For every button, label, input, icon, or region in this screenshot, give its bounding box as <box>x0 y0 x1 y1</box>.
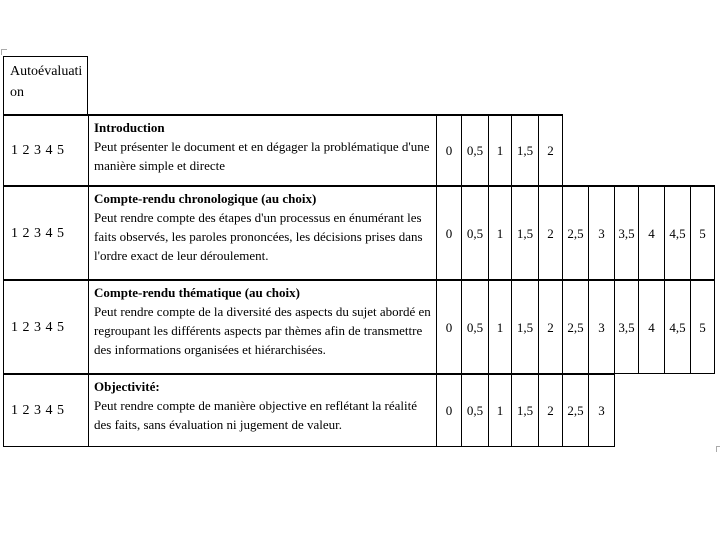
score-option[interactable]: 2 <box>538 279 563 374</box>
score-option[interactable]: 3,5 <box>614 185 639 280</box>
corner-mark <box>1 49 7 55</box>
score-option[interactable]: 1 <box>488 185 512 280</box>
criterion-title: Objectivité: <box>94 379 160 394</box>
score-option[interactable]: 0,5 <box>461 185 489 280</box>
score-option[interactable]: 0 <box>436 185 462 280</box>
score-option[interactable]: 0,5 <box>461 114 489 186</box>
criterion-description: Peut rendre compte de manière objective en reflétant la réalité des faits, sans évaluation ni jugement de valeur. <box>94 398 418 432</box>
score-option[interactable]: 4,5 <box>664 185 691 280</box>
criterion-cell <box>88 114 437 186</box>
score-option[interactable]: 1 <box>488 114 512 186</box>
score-option[interactable]: 1 <box>488 373 512 447</box>
criterion-cell <box>88 279 437 374</box>
score-option[interactable]: 2 <box>538 114 563 186</box>
score-option[interactable]: 5 <box>690 279 715 374</box>
score-option[interactable]: 3 <box>588 279 615 374</box>
self-assessment-scale: 1 2 3 4 5 <box>3 185 89 280</box>
score-option[interactable]: 0 <box>436 373 462 447</box>
score-option[interactable]: 0 <box>436 279 462 374</box>
criterion-title: Compte-rendu chronologique (au choix) <box>94 191 317 206</box>
score-option[interactable]: 5 <box>690 185 715 280</box>
criterion-description: Peut rendre compte de la diversité des aspects du sujet abordé en regroupant les différents aspects par thèmes afin de transmettre des informations organisées et hiérarchisées. <box>94 304 431 357</box>
score-option[interactable]: 3,5 <box>614 279 639 374</box>
score-option[interactable]: 0,5 <box>461 279 489 374</box>
score-option[interactable]: 1,5 <box>511 373 539 447</box>
criterion-cell <box>88 373 437 447</box>
score-option[interactable]: 4 <box>638 279 665 374</box>
score-option[interactable]: 2 <box>538 373 563 447</box>
score-option[interactable]: 2,5 <box>562 185 589 280</box>
criterion-description: Peut présenter le document et en dégager la problématique d'une manière simple et directe <box>94 139 430 173</box>
self-assessment-scale: 1 2 3 4 5 <box>3 373 89 447</box>
score-option[interactable]: 4 <box>638 185 665 280</box>
score-option[interactable]: 2 <box>538 185 563 280</box>
score-option[interactable]: 1,5 <box>511 114 539 186</box>
score-option[interactable]: 0 <box>436 114 462 186</box>
self-assessment-scale: 1 2 3 4 5 <box>3 114 89 186</box>
score-option[interactable]: 1,5 <box>511 185 539 280</box>
score-option[interactable]: 4,5 <box>664 279 691 374</box>
score-option[interactable]: 0,5 <box>461 373 489 447</box>
score-option[interactable]: 3 <box>588 185 615 280</box>
criterion-title: Introduction <box>94 120 165 135</box>
score-option[interactable]: 3 <box>588 373 615 447</box>
score-option[interactable]: 2,5 <box>562 373 589 447</box>
criterion-cell <box>88 185 437 280</box>
score-option[interactable]: 1,5 <box>511 279 539 374</box>
score-option[interactable]: 2,5 <box>562 279 589 374</box>
score-option[interactable]: 1 <box>488 279 512 374</box>
corner-mark <box>716 446 720 452</box>
criterion-title: Compte-rendu thématique (au choix) <box>94 285 300 300</box>
criterion-description: Peut rendre compte des étapes d'un processus en énumérant les faits observés, les paroles prononcées, les décisions prises dans l'ordre exact de leur déroulement. <box>94 210 423 263</box>
self-assessment-scale: 1 2 3 4 5 <box>3 279 89 374</box>
autoevaluation-header: Autoévaluati on <box>3 56 88 116</box>
